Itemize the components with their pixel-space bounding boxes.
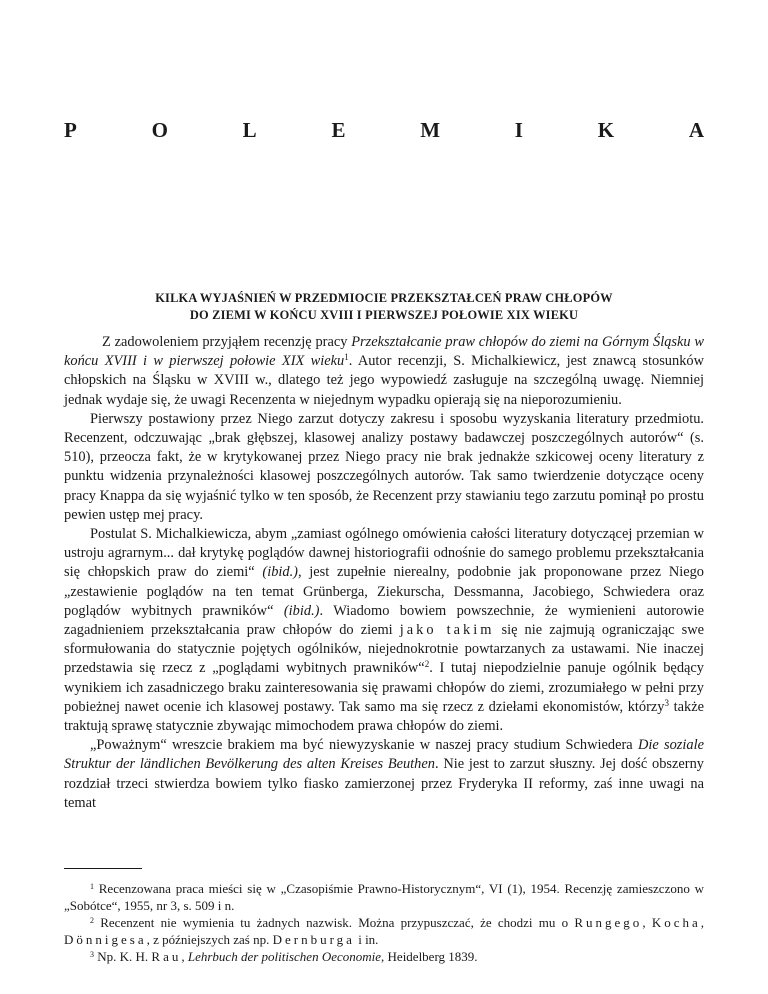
text-run: się nie zajmują ograniczając swe sformułowania do statycznie pojętych ogólników, niejednokrotnie powtarzanych za ustawami. Nie inaczej przedstawia się rzecz z „poglądami wybitnych prawników“	[64, 622, 705, 677]
paragraph	[64, 525, 704, 736]
spaced-run: jako takim	[399, 622, 495, 639]
text-run: . Autor recenzji, S. Michalkiewicz, jest znawcą stosunków chłopskich na Śląsku w XVIII w., dlatego też jego wypowiedź zasługuje na szczególną uwagę. Niemniej jednak wydaje się, że uwagi Recenzenta w niejednym wypadku opierają się na nieporozumieniu.	[64, 353, 704, 408]
article-title-line: KILKA WYJAŚNIEŃ W PRZEDMIOCIE PRZEKSZTAŁCEŃ PRAW CHŁOPÓW	[155, 291, 613, 305]
italic-run: (ibid.)	[262, 564, 298, 581]
paragraph	[64, 333, 704, 410]
heading-letter: A	[688, 118, 704, 142]
text-run: ,	[181, 949, 188, 964]
footnote-ref: 3	[664, 697, 669, 708]
footnote	[64, 880, 704, 914]
text-run: Recenzent nie wymienia tu żadnych nazwisk. Można przypuszczać, że chodzi mu o	[94, 915, 575, 930]
text-run: Np. K. H.	[94, 949, 152, 964]
section-heading	[64, 118, 704, 143]
heading-letter: I	[514, 118, 523, 142]
heading-letter: M	[420, 118, 441, 142]
footnote-ref: 1	[344, 352, 349, 363]
text-run: ,	[700, 915, 704, 930]
spaced-run: Rungego	[574, 915, 643, 930]
article-title-line: DO ZIEMI W KOŃCU XVIII I PIERWSZEJ POŁOWIE XIX WIEKU	[189, 308, 579, 322]
footnote-divider	[64, 868, 142, 869]
text-run: . Wiadomo bowiem powszechnie, że wymienieni autorowie zagadnieniem przekształcania praw chłopów do ziemi	[64, 602, 704, 639]
paragraph	[64, 410, 704, 525]
text-run: . I tutaj niepodzielnie panuje ogólnik będący wynikiem ich zasadniczego braku zainteresowania się prawami chłopów do ziemi, zrozumiałego w pełni przy pobieżnej nawet ocenie ich klasowej postawy. Tak samo ma się rzecz z dziełami ekonomistów, którzy	[64, 660, 704, 715]
footnote-ref: 2	[424, 659, 430, 670]
heading-letter: E	[331, 118, 346, 142]
text-run: ,	[642, 915, 652, 930]
text-run: , jest zupełnie nierealny, podobnie jak proponowane przez Niego „zestawienie poglądów na ten temat Grünberga, Ziekurscha, Dessmanna, Jacobiego, Schwiedera oraz poglądów wybitnych prawników“	[64, 564, 704, 619]
text-run: Recenzowana praca mieści się w „Czasopiśmie Prawno-Historycznym“, VI (1), 1954. Recenzję zamieszczono w „Sobótce“, 1955, nr 3, s. 509 i n.	[64, 881, 704, 913]
heading-letter: P	[64, 118, 77, 142]
text-run: . Nie jest to zarzut słuszny. Jej dość obszerny rozdział trzeci stwierdza bowiem tylko fiasko zamierzonej przez Fryderyka II reformy, zaś inne uwagi na temat	[64, 756, 704, 811]
text-run: , Heidelberg 1839.	[381, 949, 478, 964]
footnote-number: 1	[90, 882, 94, 891]
footnote	[64, 948, 704, 965]
italic-run: Przekształcanie praw chłopów do ziemi na Górnym Śląsku w końcu XVIII i w pierwszej połowie XIX wieku	[64, 334, 705, 370]
text-run: Postulat S. Michalkiewicza, abym „zamiast ogólnego omówienia całości literatury dotyczącej przemian w ustroju agrarnym... dał krytykę poglądów dawnej historiografii odnośnie do samego problemu przekształcania się chłopskich praw do ziemi“	[64, 526, 704, 581]
italic-run: Lehrbuch der politischen Oeconomie	[187, 949, 382, 964]
italic-run: Die soziale Struktur der ländlichen Bevölkerung des alten Kreises Beuthen	[64, 737, 704, 773]
footnote-number: 3	[90, 950, 94, 959]
spaced-run: Rau	[151, 949, 182, 964]
heading-letter: O	[151, 118, 168, 142]
spaced-run: Dernburga	[272, 932, 355, 947]
spaced-run: Dönnigesa	[64, 932, 147, 947]
article-body	[64, 333, 704, 813]
text-run: , z późniejszych zaś np.	[146, 932, 273, 947]
footnote-number: 2	[90, 916, 94, 925]
footnotes	[64, 880, 704, 965]
text-run: Pierwszy postawiony przez Niego zarzut dotyczy zakresu i sposobu wyzyskania literatury przedmiotu. Recenzent, odczuwając „brak głębszej, klasowej analizy postawy badawczej poszczególnych autorów“ (s. 510), przeocza fakt, że w krytykowanej przez Niego pracy nie brak jednakże szkicowej oceny literatury z punktu widzenia przynależności klasowej poszczególnych autorów. Tak samo twierdzenie dotyczące oceny pracy Knappa da się wyjaśnić tylko w ten sposób, że Recenzent przy stawianiu tego zarzutu pominął po prostu pewien ustęp mej pracy.	[64, 410, 704, 523]
text-run: „Poważnym“ wreszcie brakiem ma być niewyzyskanie w naszej pracy studium Schwiedera	[90, 737, 638, 754]
text-run: i in.	[354, 932, 379, 947]
heading-letter: L	[242, 118, 257, 142]
footnote	[64, 914, 704, 948]
article-title	[64, 290, 704, 324]
text-run: Z zadowoleniem przyjąłem recenzję pracy	[102, 334, 352, 350]
paragraph	[64, 736, 704, 813]
italic-run: (ibid.)	[283, 602, 320, 619]
heading-letter: K	[597, 118, 615, 142]
text-run: także traktują sprawę statycznie zbywając mimochodem prawa chłopów do ziemi.	[64, 698, 704, 735]
spaced-run: Kocha	[651, 915, 701, 930]
